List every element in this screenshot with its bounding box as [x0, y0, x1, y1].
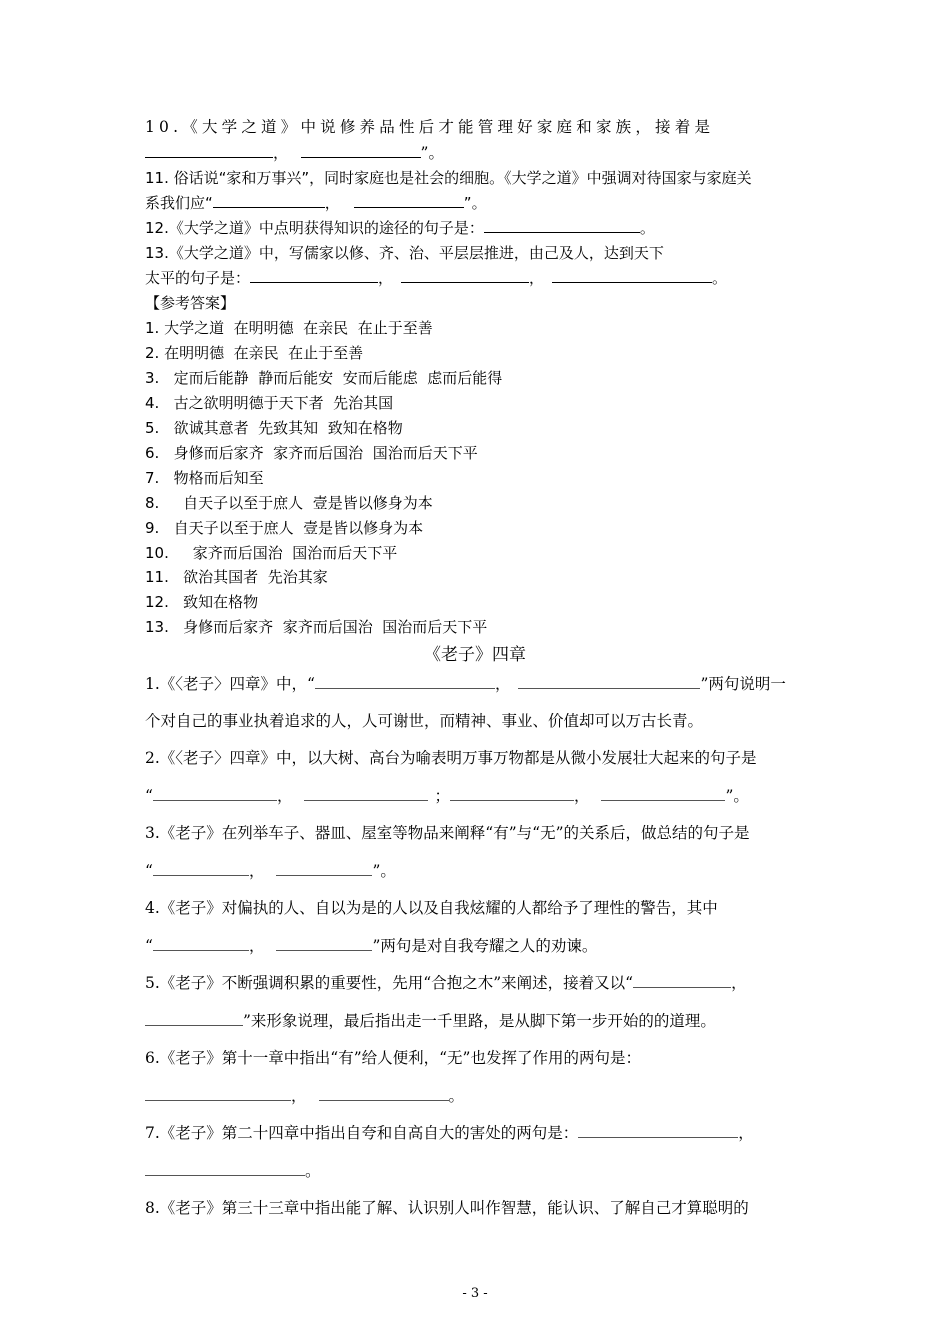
q12-text: 12.《大学之道》中点明获得知识的途径的句子是： — [145, 219, 484, 237]
answer-item: 1. 大学之道 在明明德 在亲民 在止于至善 — [145, 319, 433, 337]
q6-close: 。 — [448, 1087, 465, 1105]
q2-comma: ， — [276, 787, 293, 805]
laozi-q7-line1 — [145, 1123, 754, 1143]
q4-comma: ， — [248, 937, 265, 955]
answer-blank[interactable] — [145, 1011, 243, 1026]
page-number: - 3 - — [462, 1286, 488, 1301]
answer-item: 8. 自天子以至于庶人 壹是皆以修身为本 — [145, 494, 433, 512]
q10-comma: ， — [273, 144, 289, 162]
answer-item: 11. 欲治其国者 先治其家 — [145, 568, 328, 586]
answer-blank[interactable] — [552, 268, 712, 283]
q13-line2 — [145, 268, 727, 288]
laozi-q4-line1: 4.《老子》对偏执的人、自以为是的人以及自我炫耀的人都给予了理性的警告，其中 — [145, 899, 718, 917]
answer-blank[interactable] — [601, 786, 725, 801]
q2-open: “ — [145, 787, 153, 805]
answers-heading: 【参考答案】 — [145, 294, 236, 312]
q10-line1: 10.《大学之道》中说修养品性后才能管理好家庭和家族，接着是 — [145, 118, 715, 136]
q5-text: 5.《老子》不断强调积累的重要性，先用“合抱之木”来阐述，接着又以“ — [145, 974, 634, 992]
q6-comma: ， — [291, 1087, 307, 1105]
answer-blank[interactable] — [315, 674, 495, 689]
answer-blank[interactable] — [450, 786, 574, 801]
q11-line2 — [145, 193, 487, 213]
answer-blank[interactable] — [145, 1086, 291, 1101]
q3-comma: ， — [248, 862, 265, 880]
q7-comma: ， — [738, 1124, 754, 1142]
laozi-q4-line2 — [145, 936, 597, 956]
q13-close: 。 — [712, 269, 728, 287]
q11-close: ”。 — [463, 194, 487, 212]
q12-close: 。 — [639, 219, 655, 237]
section-title: 《老子》四章 — [424, 645, 526, 665]
answer-item: 9. 自天子以至于庶人 壹是皆以修身为本 — [145, 519, 424, 537]
q5-comma: ， — [731, 974, 747, 992]
q4-open: “ — [145, 937, 153, 955]
laozi-q5-line1 — [145, 973, 747, 993]
answer-item: 3. 定而后能静 静而后能安 安而后能虑 虑而后能得 — [145, 369, 503, 387]
laozi-q2-line1: 2.《〈老子〉四章》中，以大树、高台为喻表明万事万物都是从微小发展壮大起来的句子是 — [145, 749, 757, 767]
q4-close: ”两句是对自我夸耀之人的劝谏。 — [372, 937, 598, 955]
answer-item: 13. 身修而后家齐 家齐而后国治 国治而后天下平 — [145, 618, 488, 636]
q10-close: ”。 — [420, 144, 444, 162]
answer-item: 12. 致知在格物 — [145, 593, 259, 611]
laozi-q1-line2: 个对自己的事业执着追求的人，人可谢世，而精神、事业、价值却可以万古长青。 — [145, 712, 704, 730]
laozi-q1-line1 — [145, 674, 786, 694]
q12 — [145, 218, 655, 238]
laozi-q3-line2 — [145, 861, 396, 881]
q1-tail: ”两句说明一 — [700, 675, 786, 693]
answer-blank[interactable] — [354, 193, 464, 208]
answer-item: 7. 物格而后知至 — [145, 469, 264, 487]
q13-comma2: ， — [529, 269, 545, 287]
answer-item: 2. 在明明德 在亲民 在止于至善 — [145, 344, 364, 362]
q1-text: 1.《〈老子〉四章》中，“ — [145, 675, 315, 693]
q7-text: 7.《老子》第二十四章中指出自夸和自高自大的害处的两句是： — [145, 1124, 579, 1142]
answer-blank[interactable] — [276, 861, 372, 876]
laozi-q5-line2 — [145, 1011, 716, 1031]
answer-blank[interactable] — [633, 973, 731, 988]
answer-blank[interactable] — [145, 1161, 305, 1176]
answer-blank[interactable] — [484, 218, 640, 233]
answer-item: 4. 古之欲明明德于天下者 先治其国 — [145, 394, 394, 412]
answer-item: 10. 家齐而后国治 国治而后天下平 — [145, 544, 398, 562]
answer-blank[interactable] — [578, 1123, 738, 1138]
answer-blank[interactable] — [250, 268, 378, 283]
answer-blank[interactable] — [518, 674, 700, 689]
q5-tail: ”来形象说理，最后指出走一千里路，是从脚下第一步开始的的道理。 — [243, 1012, 716, 1030]
q10-line2 — [145, 143, 444, 163]
q11-comma: ， — [324, 194, 340, 212]
answer-item: 6. 身修而后家齐 家齐而后国治 国治而后天下平 — [145, 444, 478, 462]
laozi-q7-line2 — [145, 1161, 321, 1181]
q1-comma: ， — [494, 675, 511, 693]
laozi-q8-line1: 8.《老子》第三十三章中指出能了解、认识别人叫作智慧，能认识、了解自己才算聪明的 — [145, 1199, 749, 1217]
q2-semicolon: ； — [434, 787, 450, 805]
answer-blank[interactable] — [319, 1086, 449, 1101]
answer-blank[interactable] — [276, 936, 372, 951]
q11-prefix: 系我们应“ — [145, 194, 213, 212]
laozi-q6-line2 — [145, 1086, 464, 1106]
answer-blank[interactable] — [145, 143, 273, 158]
q2-comma2: ， — [573, 787, 590, 805]
answer-blank[interactable] — [304, 786, 428, 801]
answer-blank[interactable] — [153, 936, 249, 951]
q11-line1: 11. 俗话说“家和万事兴”，同时家庭也是社会的细胞。《大学之道》中强调对待国家与家庭关 — [145, 169, 752, 187]
q2-close: ”。 — [725, 787, 749, 805]
answer-blank[interactable] — [153, 786, 277, 801]
laozi-q6-line1: 6.《老子》第十一章中指出“有”给人便利，“无”也发挥了作用的两句是： — [145, 1049, 641, 1067]
q13-comma: ， — [378, 269, 394, 287]
answer-item: 5. 欲诚其意者 先致其知 致知在格物 — [145, 419, 403, 437]
answer-blank[interactable] — [301, 143, 421, 158]
answer-blank[interactable] — [213, 193, 325, 208]
answer-blank[interactable] — [401, 268, 529, 283]
laozi-q3-line1: 3.《老子》在列举车子、器皿、屋室等物品来阐释“有”与“无”的关系后，做总结的句子是 — [145, 824, 750, 842]
q13-prefix: 太平的句子是： — [145, 269, 251, 287]
q13-line1: 13.《大学之道》中，写儒家以修、齐、治、平层层推进，由己及人，达到天下 — [145, 244, 664, 262]
q3-close: ”。 — [372, 862, 396, 880]
laozi-q2-line2 — [145, 786, 749, 806]
q7-close: 。 — [305, 1162, 321, 1180]
q3-open: “ — [145, 862, 153, 880]
answer-blank[interactable] — [153, 861, 249, 876]
